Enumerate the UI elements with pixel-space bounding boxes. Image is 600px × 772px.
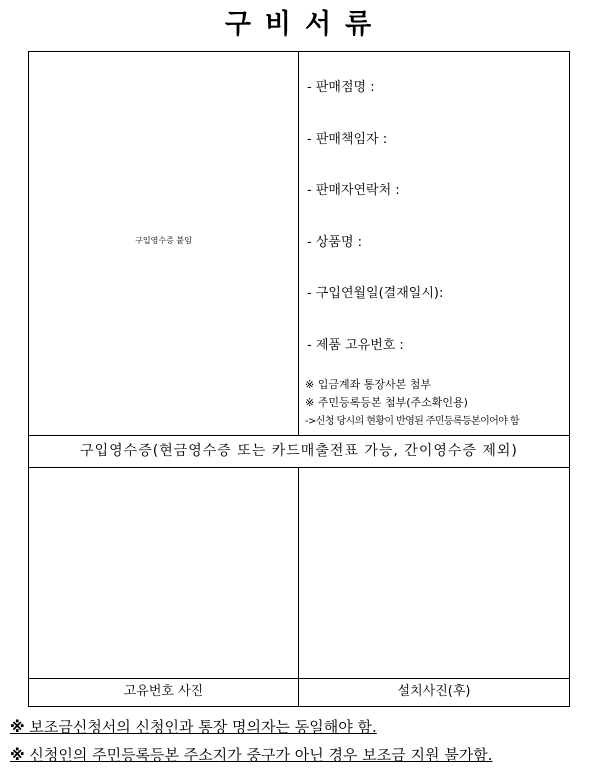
footer-text: 신청인의 주민등록등본 주소지가 중구가 아닌 경우 보조금 지원 불가함.: [24, 746, 493, 764]
reference-mark: ※: [10, 746, 25, 764]
footer-note-account-holder: [10, 716, 377, 737]
document-form: [28, 51, 570, 707]
attachment-label: 구입영수증 붙임: [135, 236, 192, 245]
serial-photo-box: [29, 467, 299, 678]
field-sales-manager: - 판매책임자 :: [307, 131, 388, 147]
field-store-name: - 판매점명 :: [307, 80, 375, 95]
seller-info-area: [299, 52, 569, 435]
footer-text: 보조금신청서의 신청인과 통장 명의자는 동일해야 함.: [24, 718, 377, 736]
serial-photo-caption: 고유번호 사진: [29, 678, 299, 706]
field-seller-contact: - 판매자연락처 :: [307, 183, 400, 198]
field-purchase-date: - 구입연월일(결재일시):: [307, 286, 444, 301]
install-photo-box: [299, 467, 569, 678]
reference-mark: ※: [10, 718, 25, 736]
upper-section: [29, 52, 569, 436]
photo-section: [29, 467, 569, 679]
receipt-attachment-area: [29, 52, 299, 435]
note-current-status: ->신청 당시의 현황이 반영된 주민등록등본이어야 함: [305, 416, 519, 427]
field-serial-number: - 제품 고유번호 :: [307, 337, 404, 353]
attachment-notes: [305, 376, 519, 430]
footer-note-address: [10, 744, 493, 765]
info-fields: [307, 76, 443, 385]
note-residence-cert: ※ 주민등록등본 첨부(주소확인용): [305, 396, 468, 409]
note-bankbook: ※ 입금계좌 통장사본 첨부: [305, 378, 431, 391]
field-product-name: - 상품명 :: [307, 234, 363, 250]
page-title: 구비서류: [224, 9, 386, 40]
receipt-caption: 구입영수증(현금영수증 또는 카드매출전표 가능, 간이영수증 제외): [29, 435, 569, 468]
install-photo-caption: 설치사진(후): [397, 684, 471, 699]
photo-captions: [29, 678, 569, 706]
